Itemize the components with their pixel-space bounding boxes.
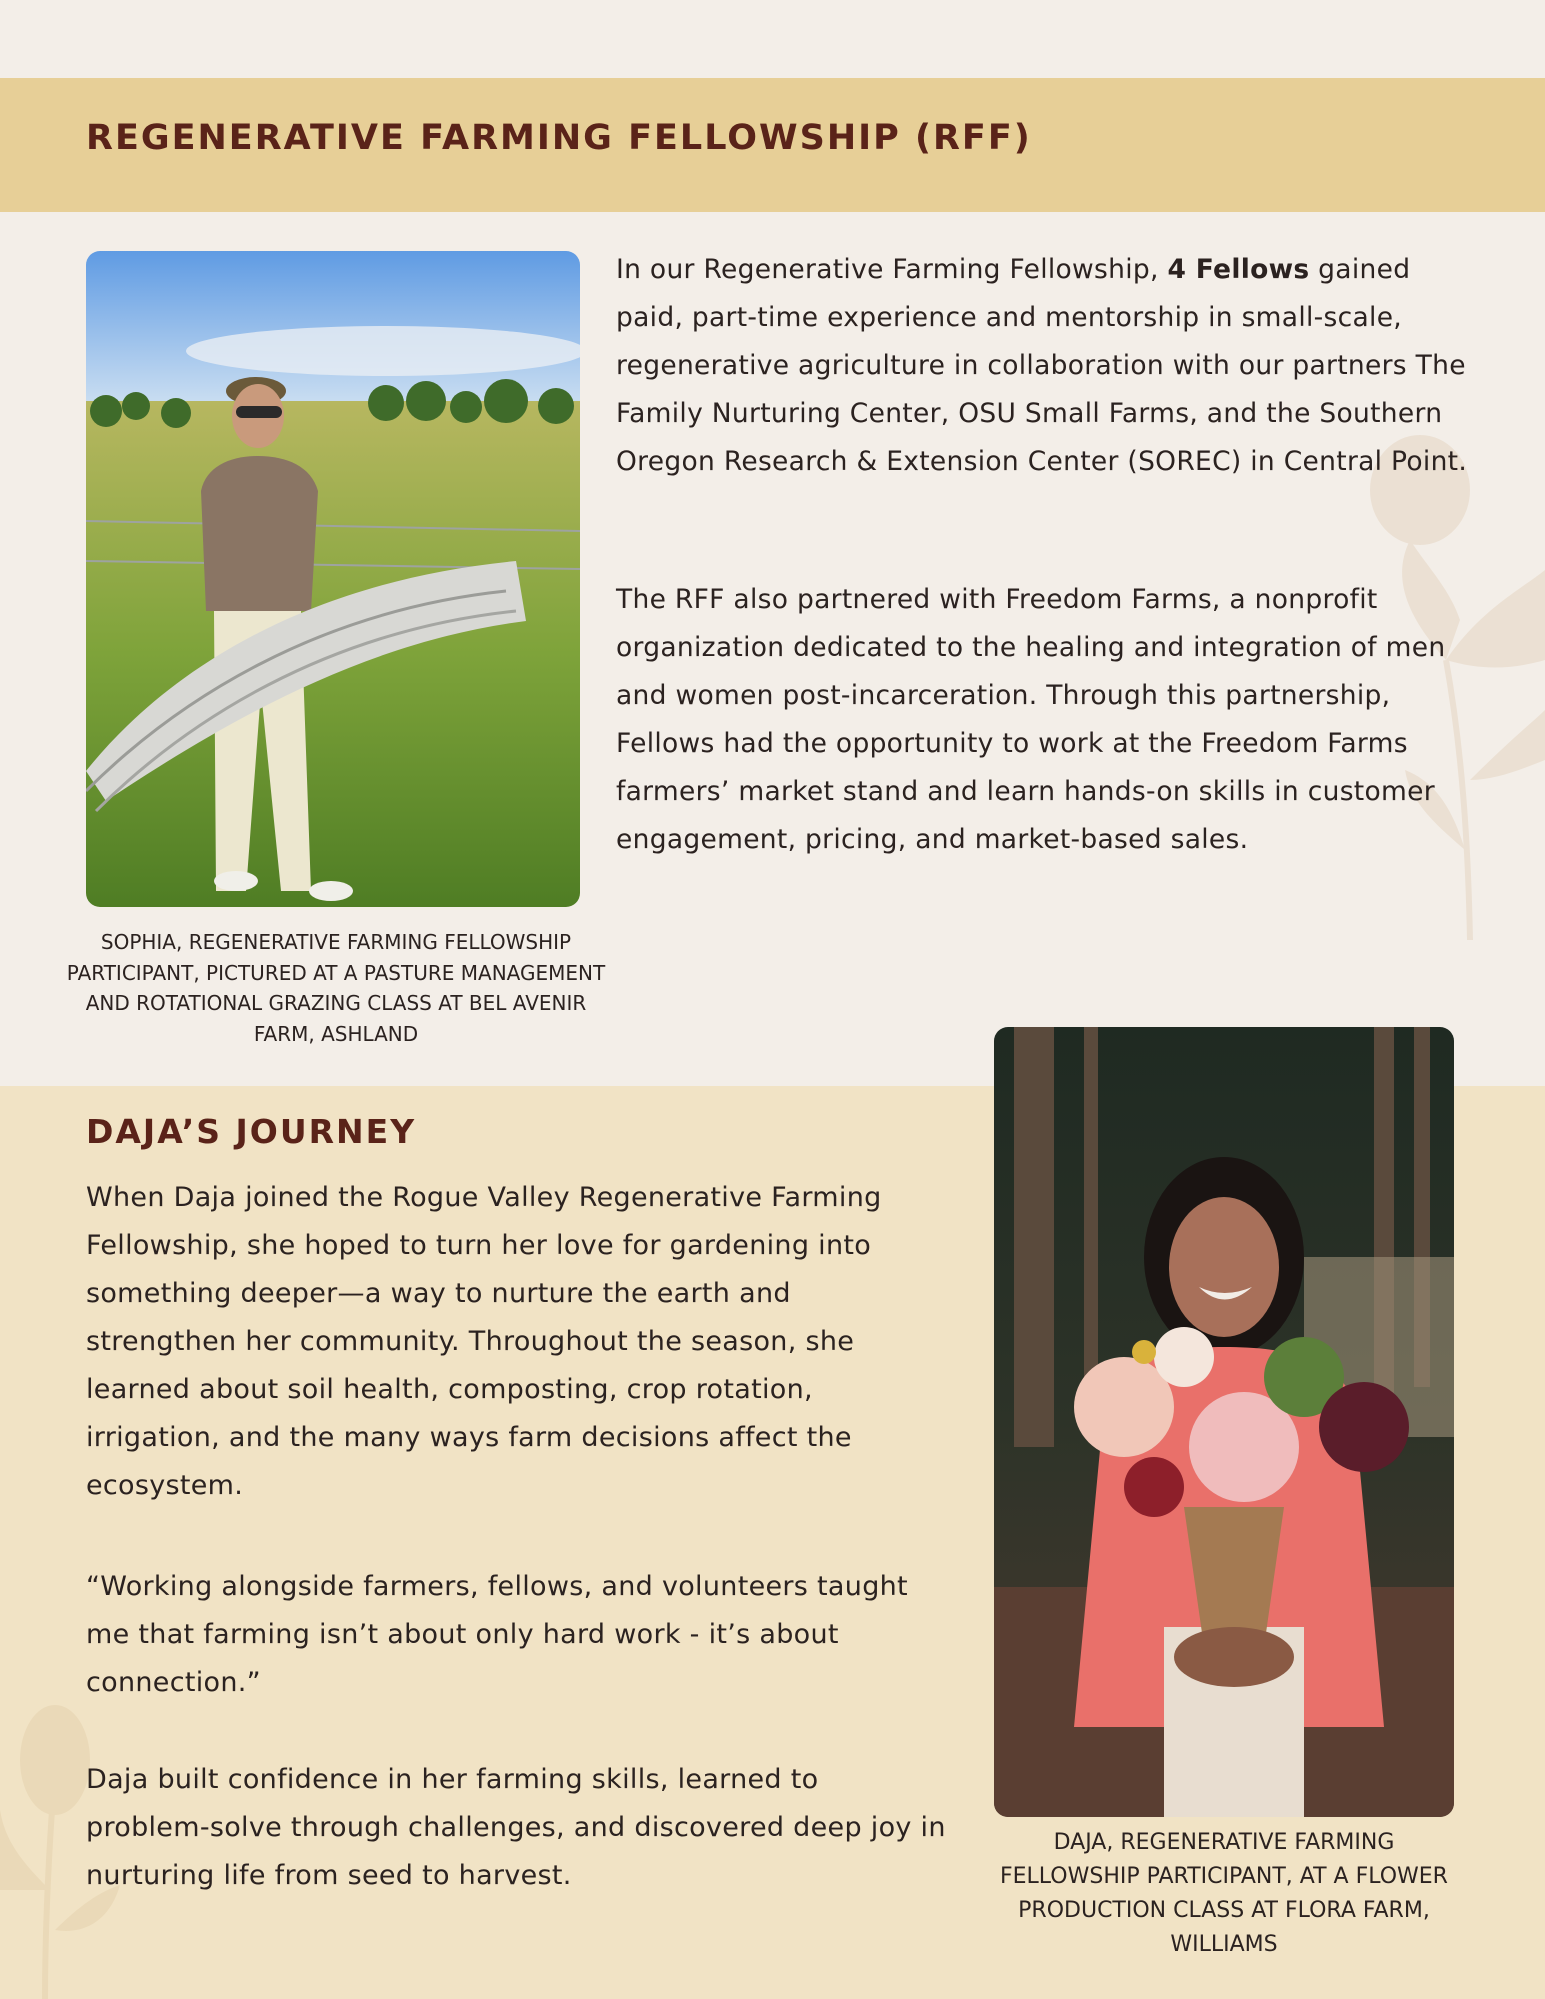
sophia-photo: [86, 251, 580, 907]
rff-intro-lead: In our Regenerative Farming Fellowship,: [616, 254, 1168, 285]
fellows-count: 4 Fellows: [1167, 254, 1310, 285]
rff-intro-paragraph: [616, 246, 1476, 486]
daja-photo-caption: DAJA, REGENERATIVE FARMING FELLOWSHIP PARTICIPANT, AT A FLOWER PRODUCTION CLASS AT FLORA FARM, WILLIAMS: [1000, 1830, 1448, 1957]
sophia-photo-caption: SOPHIA, REGENERATIVE FARMING FELLOWSHIP PARTICIPANT, PICTURED AT A PASTURE MANAGEMENT AND ROTATIONAL GRAZING CLASS AT BEL AVENIR FARM, ASHLAND: [66, 930, 606, 1046]
journey-title: DAJA’S JOURNEY: [86, 1112, 417, 1151]
page-title: REGENERATIVE FARMING FELLOWSHIP (RFF): [86, 118, 1032, 158]
rff-intro-rest: gained paid, part-time experience and mentorship in small-scale, regenerative agriculture in collaboration with our partners The Family Nurturing Center, OSU Small Farms, and the Southern Oregon Research & Extension Center (SOREC) in Central Point.: [616, 254, 1468, 477]
rff-partnership-paragraph: The RFF also partnered with Freedom Farms, a nonprofit organization dedicated to the healing and integration of men and women post-incarceration. Through this partnership, Fellows had the opportunity to work at the Freedom Farms farmers’ market stand and learn hands-on skills in customer engagement, pricing, and market-based sales.: [616, 584, 1446, 855]
daja-photo: [994, 1027, 1454, 1817]
journey-paragraph-1: When Daja joined the Rogue Valley Regenerative Farming Fellowship, she hoped to turn her love for gardening into something deeper—a way to nurture the earth and strengthen her community. Throughout the season, she learned about soil health, composting, crop rotation, irrigation, and the many ways farm decisions affect the ecosystem.: [86, 1182, 882, 1501]
journey-quote: “Working alongside farmers, fellows, and volunteers taught me that farming isn’t about only hard work - it’s about connection.”: [86, 1571, 908, 1698]
journey-paragraph-3: Daja built confidence in her farming skills, learned to problem-solve through challenges, and discovered deep joy in nurturing life from seed to harvest.: [86, 1764, 946, 1891]
